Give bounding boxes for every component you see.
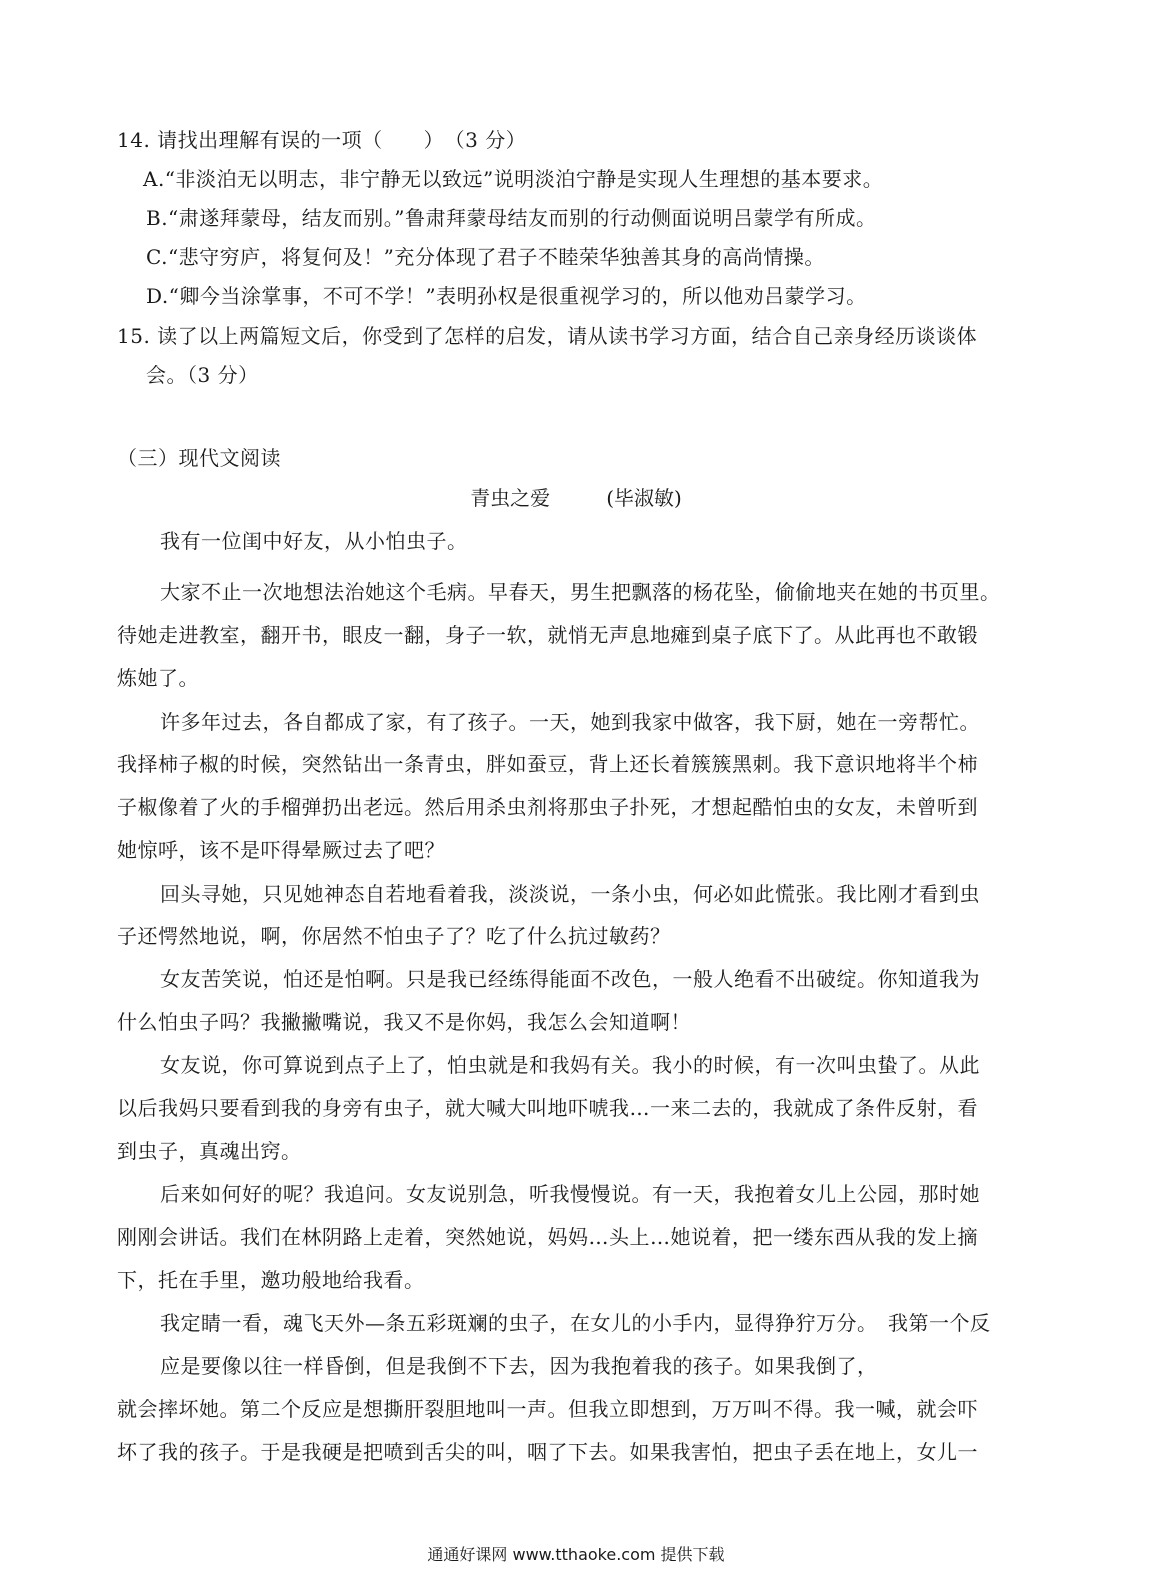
passage-line: 许多年过去，各自都成了家，有了孩子。一天，她到我家中做客，我下厨，她在一旁帮忙。 bbox=[160, 710, 980, 734]
q15-line2: 会。（3 分） bbox=[146, 363, 259, 387]
passage-line: 大家不止一次地想法治她这个毛病。早春天，男生把飘落的杨花坠，偷偷地夹在她的书页里。 bbox=[160, 580, 1001, 604]
q15-line1: 15. 读了以上两篇短文后，你受到了怎样的启发，请从读书学习方面，结合自己亲身经历谈谈体 bbox=[117, 324, 978, 348]
passage-line: 什么怕虫子吗？我撇撇嘴说，我又不是你妈，我怎么会知道啊！ bbox=[117, 1010, 691, 1034]
passage-line: 我定睛一看，魂飞天外—条五彩斑斓的虫子，在女儿的小手内，显得狰狞万分。 我第一个反 bbox=[160, 1311, 991, 1335]
q14-stem: 14. 请找出理解有误的一项（ ） （3 分） bbox=[117, 128, 527, 152]
q14-option-a: A.“非淡泊无以明志，非宁静无以致远”说明淡泊宁静是实现人生理想的基本要求。 bbox=[143, 167, 884, 191]
passage-line: 子椒像着了火的手榴弹扔出老远。然后用杀虫剂将那虫子扑死，才想起酷怕虫的女友，未曾听到 bbox=[117, 795, 978, 819]
passage-title-text: 青虫之爱 bbox=[470, 486, 551, 510]
passage-line: 待她走进教室，翻开书，眼皮一翻，身子一软，就悄无声息地瘫到桌子底下了。从此再也不敢锻 bbox=[117, 623, 978, 647]
passage-line: 女友苦笑说，怕还是怕啊。只是我已经练得能面不改色，一般人绝看不出破绽。你知道我为 bbox=[160, 967, 980, 991]
passage-line: 下，托在手里，邀功般地给我看。 bbox=[117, 1268, 425, 1292]
q14-option-b: B.“肃遂拜蒙母，结友而别。”鲁肃拜蒙母结友而别的行动侧面说明吕蒙学有所成。 bbox=[146, 206, 877, 230]
passage-line: 后来如何好的呢？我追问。女友说别急，听我慢慢说。有一天，我抱着女儿上公园，那时她 bbox=[160, 1182, 980, 1206]
passage-line: 我有一位闺中好友，从小怕虫子。 bbox=[160, 529, 468, 553]
passage-line: 到虫子，真魂出窍。 bbox=[117, 1139, 302, 1163]
passage-line: 她惊呼，该不是吓得晕厥过去了吧？ bbox=[117, 838, 445, 862]
passage-line: 应是要像以往一样昏倒，但是我倒不下去，因为我抱着我的孩子。如果我倒了， bbox=[160, 1354, 878, 1378]
passage-line: 炼她了。 bbox=[117, 666, 199, 690]
passage-line: 我择柿子椒的时候，突然钻出一条青虫，胖如蚕豆，背上还长着簇簇黑刺。我下意识地将半个柿 bbox=[117, 752, 978, 776]
passage-line: 子还愕然地说，啊，你居然不怕虫子了？吃了什么抗过敏药？ bbox=[117, 924, 671, 948]
passage-author: (毕淑敏) bbox=[606, 486, 682, 510]
passage-line: 刚刚会讲话。我们在林阴路上走着，突然她说，妈妈…头上…她说着，把一缕东西从我的发上摘 bbox=[117, 1225, 978, 1249]
section-heading: （三）现代文阅读 bbox=[117, 446, 281, 470]
passage-line: 回头寻她，只见她神态自若地看着我，淡淡说，一条小虫，何必如此慌张。我比刚才看到虫 bbox=[160, 882, 980, 906]
passage-line: 女友说，你可算说到点子上了，怕虫就是和我妈有关。我小的时候，有一次叫虫蛰了。从此 bbox=[160, 1053, 980, 1077]
passage-line: 坏了我的孩子。于是我硬是把喷到舌尖的叫，咽了下去。如果我害怕，把虫子丢在地上，女儿一 bbox=[117, 1440, 978, 1464]
q14-option-d: D.“卿今当涂掌事，不可不学！”表明孙权是很重视学习的，所以他劝吕蒙学习。 bbox=[146, 284, 867, 308]
q14-option-c: C.“悲守穷庐，将复何及！”充分体现了君子不睦荣华独善其身的高尚情操。 bbox=[146, 245, 825, 269]
passage-line: 以后我妈只要看到我的身旁有虫子，就大喊大叫地吓唬我…一来二去的，我就成了条件反射，看 bbox=[117, 1096, 978, 1120]
page-footer: 通通好课网 www.tthaoke.com 提供下载 bbox=[427, 1545, 725, 1564]
passage-title bbox=[0, 483, 1152, 513]
passage-line: 就会摔坏她。第二个反应是想撕肝裂胆地叫一声。但我立即想到，万万叫不得。我一喊，就会吓 bbox=[117, 1397, 978, 1421]
